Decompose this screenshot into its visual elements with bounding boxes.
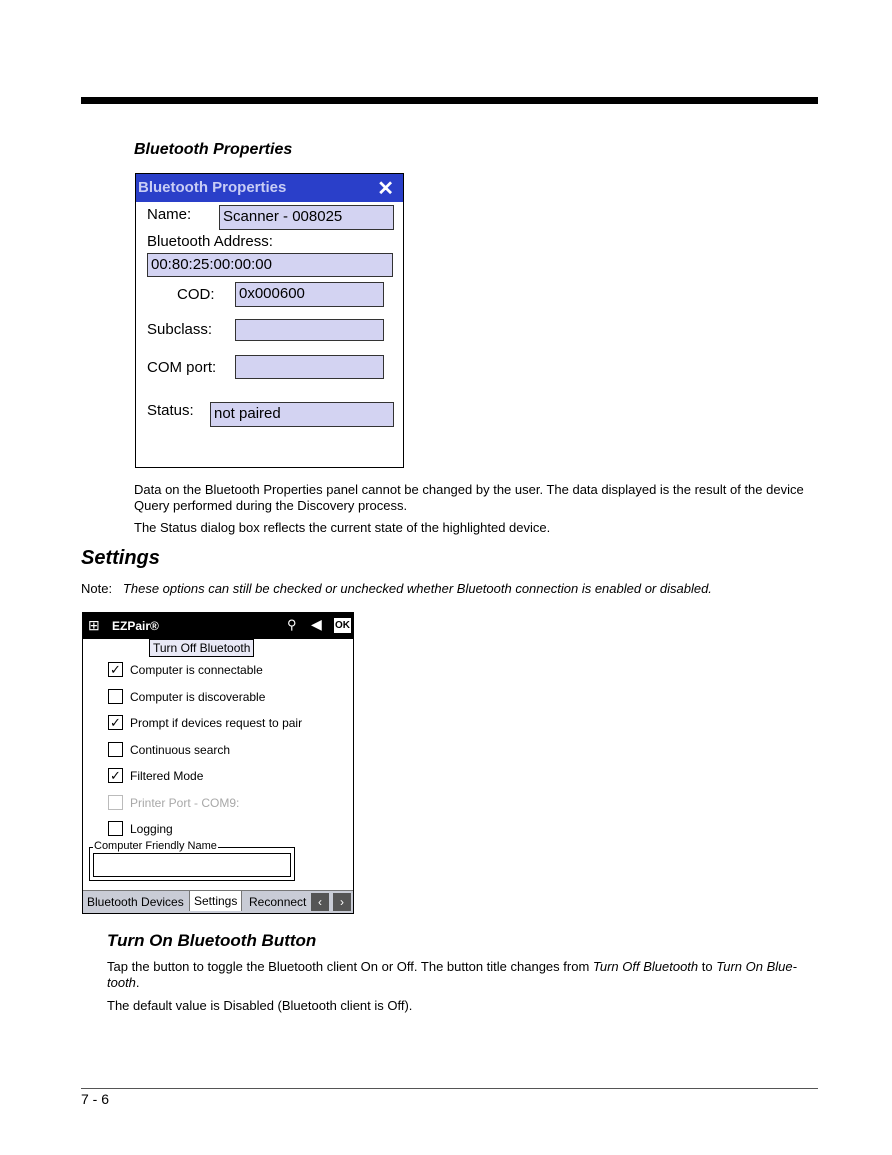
friendly-name-input[interactable] (93, 853, 291, 877)
ezpair-title: EZPair® (112, 619, 159, 633)
subclass-label: Subclass: (147, 321, 213, 338)
checkbox-filtered-mode[interactable]: ✓ (108, 768, 123, 783)
tab-settings[interactable]: Settings (189, 891, 242, 911)
subclass-field (235, 319, 384, 341)
cod-label: COD: (177, 286, 215, 303)
bt-properties-heading: Bluetooth Properties (134, 141, 293, 158)
ok-button[interactable]: OK (335, 620, 350, 631)
bt-properties-dialog (135, 173, 404, 468)
dialog-titlebar (136, 174, 403, 202)
note (81, 581, 821, 597)
bottom-rule (81, 1088, 818, 1089)
checkbox-continuous-search[interactable] (108, 742, 123, 757)
checkbox-discoverable[interactable] (108, 689, 123, 704)
option-label-logging: Logging (130, 822, 173, 836)
paragraph-panel-data: Data on the Bluetooth Properties panel cannot be changed by the user. The data displayed is the result of the device Query performed during the Discovery process. (134, 482, 804, 513)
close-icon[interactable]: ✕ (377, 178, 394, 200)
tab-bluetooth-devices[interactable]: Bluetooth Devices (87, 895, 184, 909)
option-label-continuous-search: Continuous search (130, 743, 231, 757)
address-field: 00:80:25:00:00:00 (147, 253, 393, 277)
windows-logo-icon[interactable]: ⊞ (88, 617, 100, 633)
note-label: Note: (81, 581, 113, 596)
note-text: These options can still be checked or unchecked whether Bluetooth connection is enabled or disabled. (122, 581, 712, 596)
friendly-name-legend: Computer Friendly Name (94, 840, 217, 852)
paragraph-status: The Status dialog box reflects the current state of the highlighted device. (134, 520, 551, 535)
checkbox-printer-port[interactable] (108, 795, 123, 810)
option-label-connectable: Computer is connectable (130, 663, 263, 677)
paragraph-toggle (107, 959, 812, 991)
status-label: Status: (147, 402, 194, 419)
com-port-label: COM port: (147, 359, 217, 376)
volume-icon[interactable]: ◀ (311, 616, 322, 632)
option-label-discoverable: Computer is discoverable (130, 690, 266, 704)
turn-off-bluetooth-button[interactable]: Turn Off Bluetooth (149, 639, 254, 657)
paragraph-toggle-c: to (698, 959, 717, 974)
scroll-right-icon[interactable]: › (333, 893, 351, 911)
checkbox-prompt-pair[interactable]: ✓ (108, 715, 123, 730)
tab-bar (83, 890, 353, 913)
ezpair-window (82, 612, 354, 914)
paragraph-default: The default value is Disabled (Bluetooth client is Off). (107, 998, 413, 1013)
cod-field: 0x000600 (235, 282, 384, 307)
option-label-filtered-mode: Filtered Mode (130, 769, 204, 783)
name-field: Scanner - 008025 (219, 205, 394, 230)
tab-reconnect[interactable]: Reconnect (249, 895, 307, 909)
page-number: 7 - 6 (81, 1091, 110, 1107)
option-label-prompt-pair: Prompt if devices request to pair (130, 716, 303, 730)
top-rule (81, 97, 818, 104)
friendly-name-group (89, 840, 295, 881)
paragraph-toggle-off: Turn Off Bluetooth (592, 959, 699, 974)
connectivity-icon[interactable]: ⚲ (287, 617, 297, 632)
status-field: not paired (210, 402, 394, 427)
turn-on-bluetooth-heading: Turn On Bluetooth Button (107, 931, 317, 950)
paragraph-toggle-a: Tap the button to toggle the Bluetooth client On or Off. The button title changes from (107, 959, 593, 974)
option-label-printer-port: Printer Port - COM9: (130, 796, 240, 810)
paragraph-toggle-on: Turn On Blue-tooth (107, 959, 797, 990)
address-label: Bluetooth Address: (147, 233, 273, 250)
com-port-field (235, 355, 384, 379)
settings-heading: Settings (81, 547, 160, 569)
paragraph-toggle-e: . (135, 975, 140, 990)
ezpair-titlebar (83, 613, 353, 639)
scroll-left-icon[interactable]: ‹ (311, 893, 329, 911)
checkbox-connectable[interactable]: ✓ (108, 662, 123, 677)
name-label: Name: (147, 206, 192, 223)
dialog-title: Bluetooth Properties (138, 179, 287, 196)
checkbox-logging[interactable] (108, 821, 123, 836)
